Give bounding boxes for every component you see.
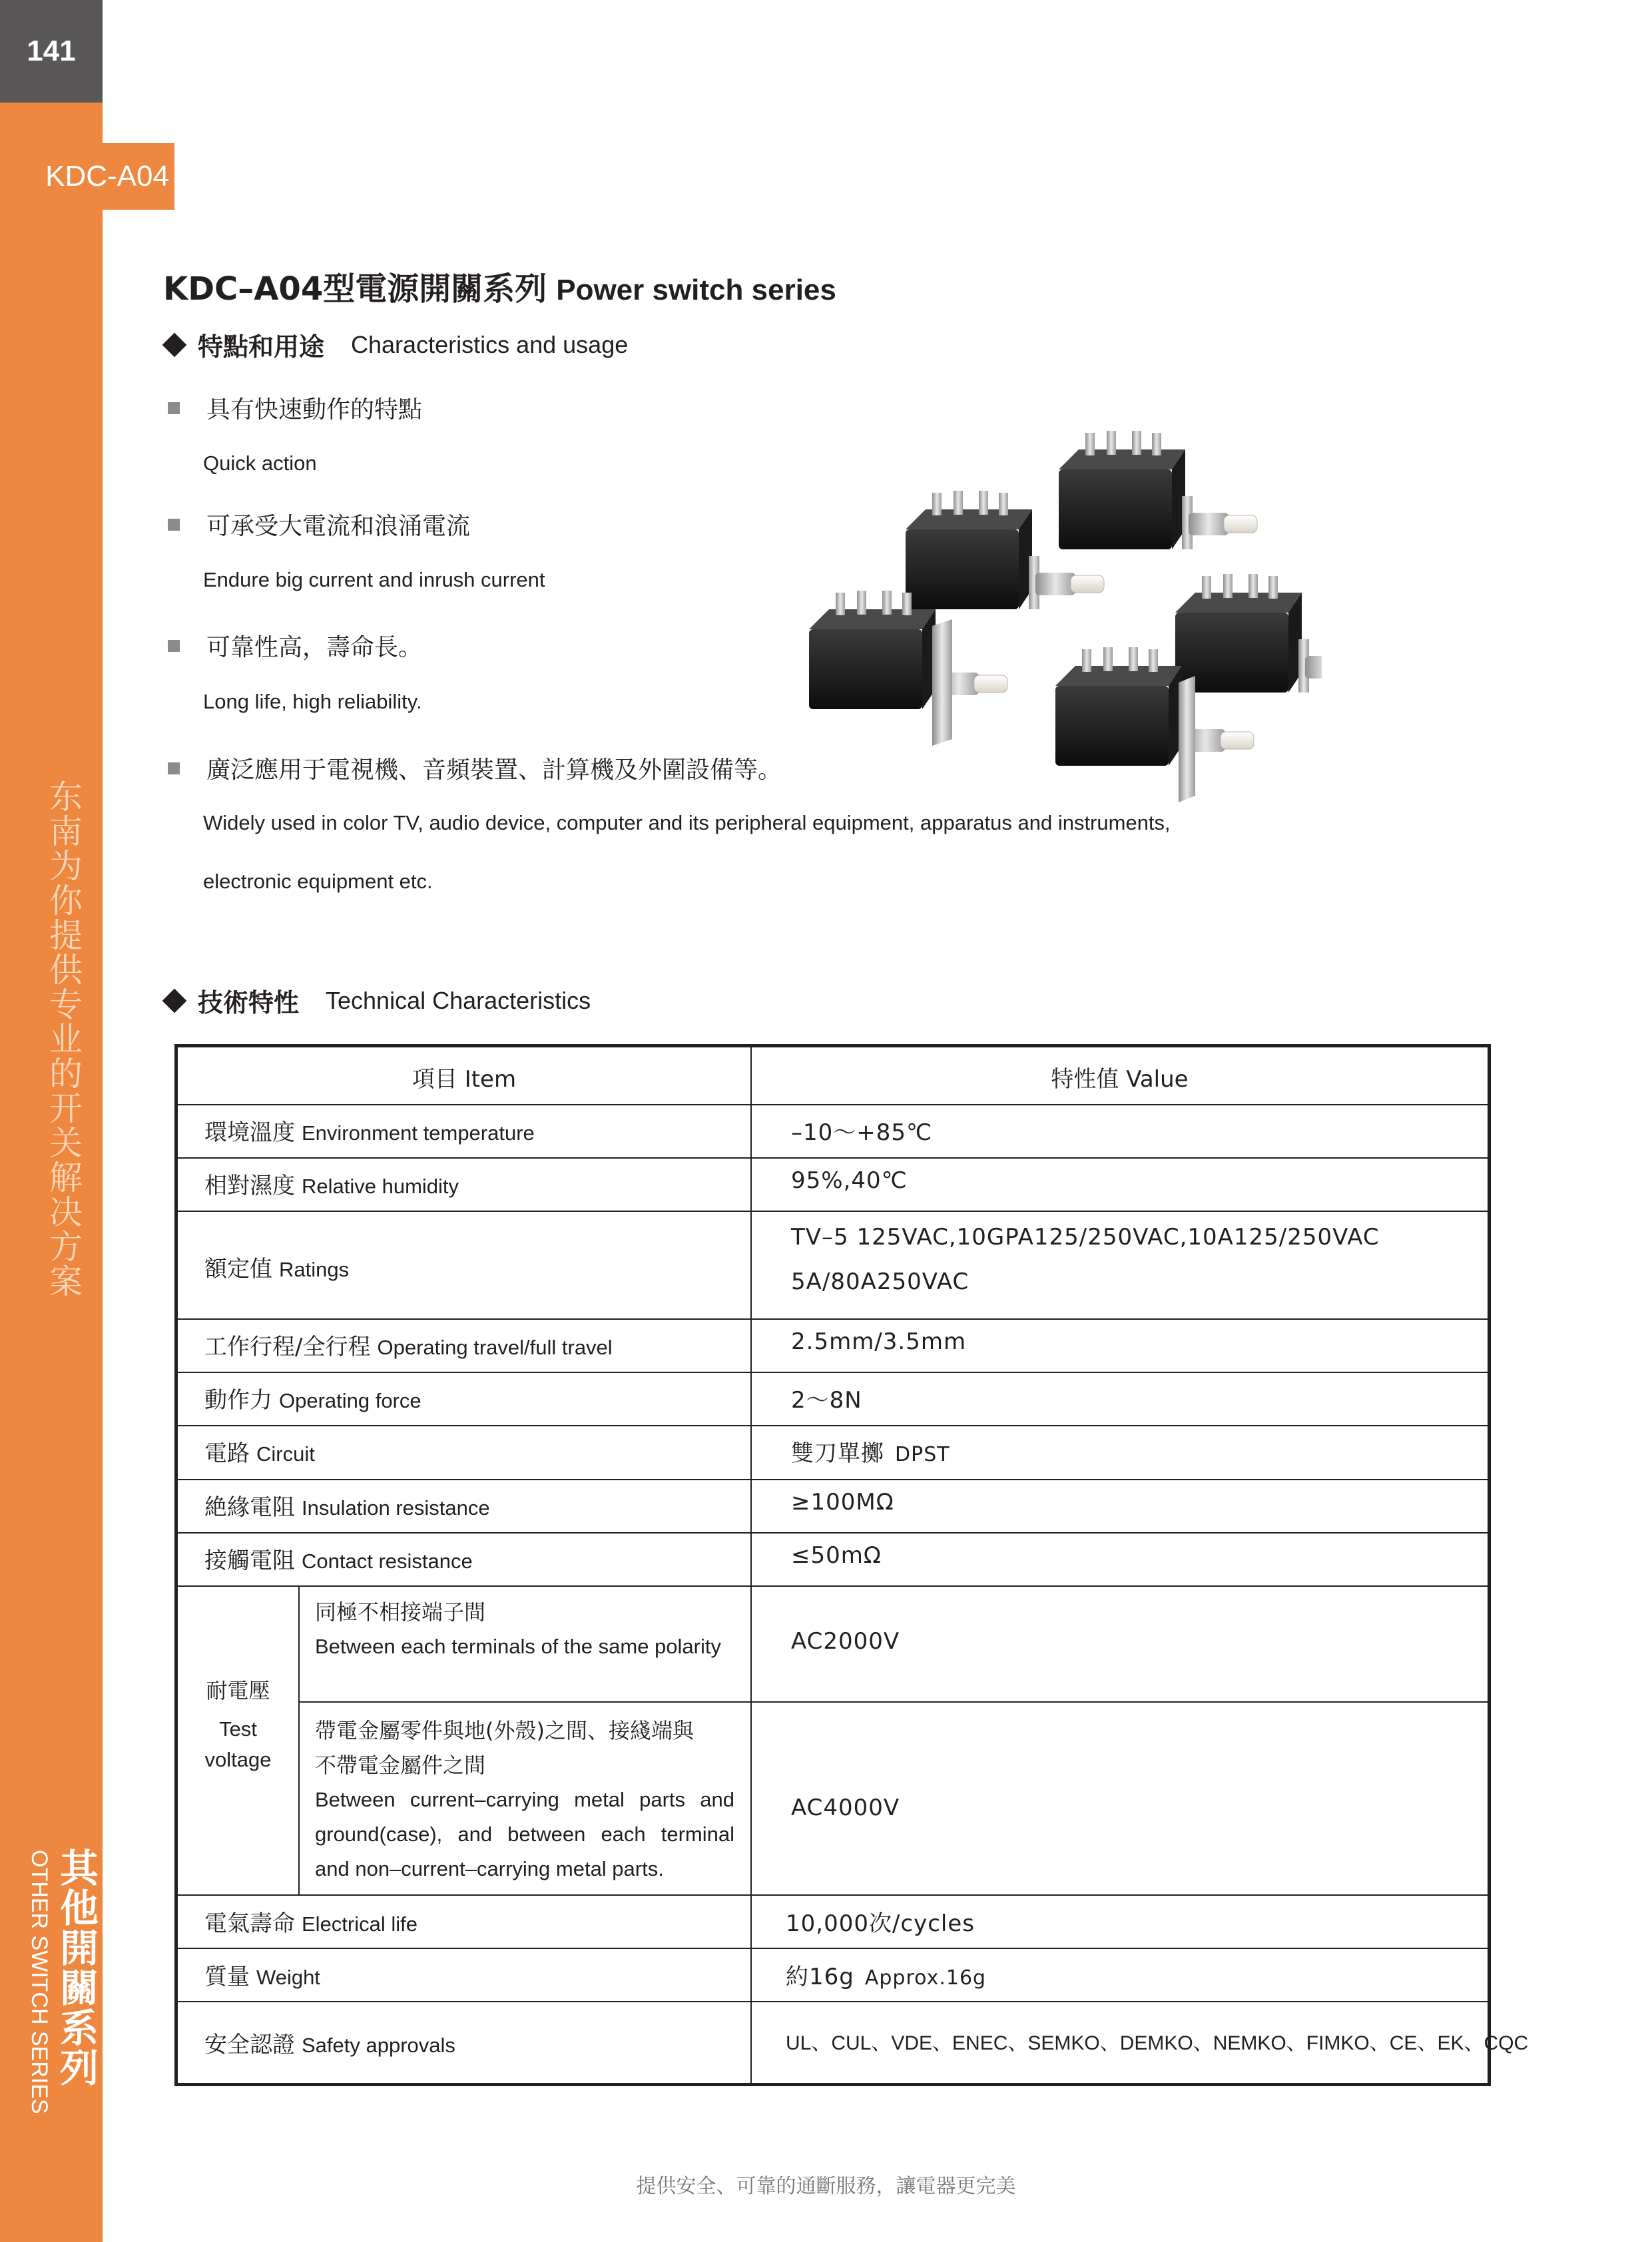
table-rule — [178, 1372, 1488, 1373]
switch-image — [1175, 574, 1322, 693]
table-row-label: 安全認證 Safety approvals — [204, 2032, 455, 2058]
series-title-cn: 其他開關系列 — [53, 1848, 99, 2088]
table-row-label: 電路 Circuit — [204, 1440, 315, 1467]
square-bullet-icon — [168, 402, 180, 414]
test-voltage-condition: 同極不相接端子間 Between each terminals of the same polarity — [315, 1599, 721, 1658]
square-bullet-icon — [168, 519, 180, 531]
diamond-bullet-icon — [162, 332, 187, 357]
header-value: 特性值 Value — [1051, 1066, 1189, 1093]
feature-item: 廣泛應用于電視機、音頻裝置、計算機及外圍設備等。 — [168, 751, 782, 785]
table-row-label: 接觸電阻 Contact resistance — [204, 1547, 473, 1574]
characteristics-heading: 特點和用途 Characteristics and usage — [163, 326, 628, 363]
table-row-label: 質量 Weight — [204, 1964, 320, 1990]
table-rule — [178, 2001, 1488, 2002]
table-row-value: 約16g Approx.16g — [786, 1964, 987, 1990]
table-row-value: 2～8N — [791, 1387, 862, 1414]
table-rule — [298, 1701, 1488, 1703]
feature-item-en: Endure big current and inrush current — [203, 568, 545, 591]
table-rule — [178, 1894, 1488, 1896]
table-row-value: ≤50mΩ — [791, 1542, 882, 1569]
table-row-value: 雙刀單擲 DPST — [791, 1440, 950, 1467]
test-voltage-value: AC2000V — [791, 1628, 900, 1655]
model-tab: KDC-A04 — [0, 143, 174, 210]
table-rule — [178, 1532, 1488, 1534]
header-item: 項目 Item — [412, 1066, 517, 1093]
feature-item: 具有快速動作的特點 — [168, 391, 422, 425]
table-row-value: ≥100MΩ — [791, 1489, 894, 1516]
table-row-label: 電氣壽命 Electrical life — [204, 1910, 417, 1937]
test-voltage-condition: 帶電金屬零件與地(外殼)之間、接綫端與 不帶電金屬件之間 Between current–carrying metal parts and ground(case), and between each terminal and non–current–carrying metal parts. — [315, 1718, 734, 1880]
test-voltage-label: 耐電壓 Test voltage — [204, 1678, 272, 1771]
page-title-cn: KDC–A04型電源開關系列 — [163, 270, 547, 308]
sidebar-slogan: 东南为你提供专业的开关解决方案 — [44, 779, 83, 1298]
square-bullet-icon — [168, 640, 180, 652]
page-title — [163, 263, 836, 309]
footer-slogan: 提供安全、可靠的通斷服務，讓電器更完美 — [636, 2175, 1016, 2198]
feature-item-en: Widely used in color TV, audio device, computer and its peripheral equipment, apparatus and instruments, — [203, 811, 1171, 834]
table-row-value: 2.5mm/3.5mm — [791, 1328, 967, 1355]
table-row-value: 10,000次/cycles — [786, 1910, 975, 1937]
feature-item: 可靠性高，壽命長。 — [168, 629, 422, 663]
feature-item-en: Long life, high reliability. — [203, 690, 422, 713]
table-row-value-line2: 5A/80A250VAC — [791, 1268, 969, 1295]
page-number: 141 — [0, 0, 103, 103]
table-rule — [298, 1585, 300, 1894]
technical-heading: 技術特性 Technical Characteristics — [163, 982, 591, 1019]
table-rule — [178, 1425, 1488, 1426]
table-rule — [178, 1211, 1488, 1212]
test-voltage-value: AC4000V — [791, 1795, 900, 1821]
table-rule — [750, 1047, 752, 2083]
diamond-bullet-icon — [162, 988, 187, 1013]
table-row-label: 額定值 Ratings — [204, 1256, 350, 1282]
table-row-value: TV–5 125VAC,10GPA125/250VAC,10A125/250VAC — [791, 1224, 1380, 1251]
table-row-value: –10～+85℃ — [791, 1119, 933, 1146]
page-title-en: Power switch series — [556, 274, 836, 306]
series-title-en: OTHER SWITCH SERIES — [27, 1850, 52, 2114]
table-row-value: UL、CUL、VDE、ENEC、SEMKO、DEMKO、NEMKO、FIMKO、CE、EK、CQC — [786, 2032, 1529, 2054]
feature-item: 可承受大電流和浪涌電流 — [168, 507, 470, 541]
table-row-label: 工作行程/全行程 Operating travel/full travel — [204, 1334, 613, 1360]
switch-image-bracket — [809, 591, 1007, 746]
table-row-label: 絶緣電阻 Insulation resistance — [204, 1494, 490, 1521]
table-rule — [178, 1585, 1488, 1587]
table-rule — [178, 1104, 1488, 1105]
table-rule — [178, 1479, 1488, 1480]
table-row-label: 相對濕度 Relative humidity — [204, 1173, 459, 1199]
table-row-value: 95%,40℃ — [791, 1167, 908, 1194]
spec-table — [174, 1044, 1529, 2086]
table-rule — [178, 1948, 1488, 1949]
table-rule — [178, 1318, 1488, 1320]
table-row-label: 環境溫度 Environment temperature — [204, 1119, 535, 1146]
table-rule — [178, 1157, 1488, 1159]
feature-item-en-continued: electronic equipment etc. — [203, 870, 433, 893]
feature-item-en: Quick action — [203, 451, 317, 475]
table-row-label: 動作力 Operating force — [204, 1387, 421, 1414]
product-photo-power-switches — [796, 420, 1322, 809]
switch-image — [1059, 431, 1257, 549]
square-bullet-icon — [168, 762, 180, 774]
